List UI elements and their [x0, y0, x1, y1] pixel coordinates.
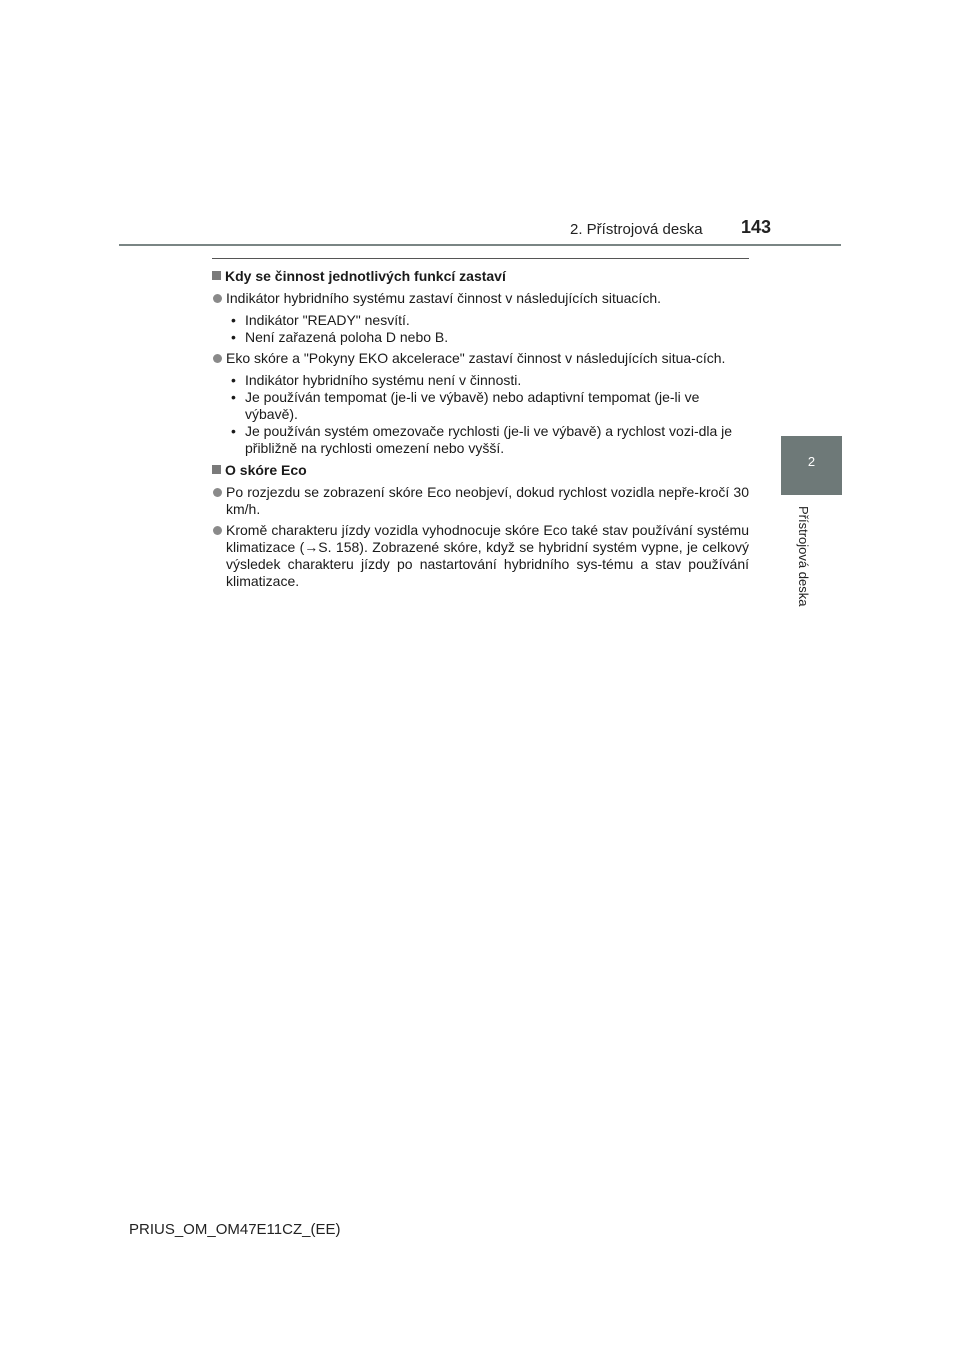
- list-item-text: Po rozjezdu se zobrazení skóre Eco neobjeví, dokud rychlost vozidla nepře-kročí 30 km/h.: [226, 484, 749, 517]
- dot-bullet-icon: •: [231, 329, 236, 345]
- dot-bullet-icon: •: [231, 312, 236, 328]
- sub-list-item: [231, 372, 749, 389]
- list-item: [212, 350, 749, 367]
- section-heading: [212, 267, 749, 286]
- document-code: PRIUS_OM_OM47E11CZ_(EE): [129, 1221, 341, 1238]
- sub-list-item: [231, 389, 749, 423]
- sub-list: [231, 312, 749, 346]
- sub-list-item-text: Indikátor "READY" nesvítí.: [245, 312, 410, 328]
- dot-bullet-icon: •: [231, 389, 236, 405]
- sub-list-item-text: Je používán tempomat (je-li ve výbavě) nebo adaptivní tempomat (je-li ve výbavě).: [245, 389, 700, 422]
- section-heading-text: O skóre Eco: [225, 462, 307, 478]
- sub-list-item-text: Indikátor hybridního systému není v činnosti.: [245, 372, 522, 388]
- header-rule: [119, 244, 841, 246]
- list-item-text: Eko skóre a "Pokyny EKO akcelerace" zastaví činnost v následujících situa-cích.: [226, 350, 726, 366]
- sub-list-item-text: Není zařazená poloha D nebo B.: [245, 329, 449, 345]
- chapter-side-label: Přístrojová deska: [796, 506, 811, 607]
- chapter-tab-number: 2: [807, 454, 816, 469]
- circle-bullet-icon: [213, 526, 222, 535]
- circle-bullet-icon: [213, 354, 222, 363]
- page-number: 143: [741, 217, 772, 237]
- square-bullet-icon: [212, 271, 221, 280]
- chapter-title: 2. Přístrojová deska: [570, 221, 703, 238]
- list-item: [212, 290, 749, 307]
- page-header: [0, 0, 960, 250]
- section-heading-text: Kdy se činnost jednotlivých funkcí zastaví: [225, 268, 506, 284]
- circle-bullet-icon: [213, 488, 222, 497]
- main-content: [212, 258, 749, 590]
- dot-bullet-icon: •: [231, 372, 236, 388]
- sub-list-item: [231, 312, 749, 329]
- dot-bullet-icon: •: [231, 423, 236, 439]
- chapter-tab: [781, 436, 842, 495]
- content-divider: [212, 258, 749, 259]
- sub-list-item: [231, 329, 749, 346]
- sub-list: [231, 372, 749, 457]
- list-item-text: Indikátor hybridního systému zastaví činnost v následujících situacích.: [226, 290, 661, 306]
- list-item-text: Kromě charakteru jízdy vozidla vyhodnocuje skóre Eco také stav používání systému klimatizace (→S. 158). Zobrazené skóre, když se hybridní systém vypne, je celkový výsledek charakteru jízdy po nastartování hybridního sys-tému a stav používání klimatizace.: [226, 522, 749, 589]
- section-heading: [212, 461, 749, 480]
- sub-list-item-text: Je používán systém omezovače rychlosti (je-li ve výbavě) a rychlost vozi-dla je přibližně na rychlosti omezení nebo vyšší.: [245, 423, 733, 456]
- sub-list-item: [231, 423, 749, 457]
- circle-bullet-icon: [213, 294, 222, 303]
- list-item: [212, 522, 749, 590]
- square-bullet-icon: [212, 465, 221, 474]
- list-item: [212, 484, 749, 518]
